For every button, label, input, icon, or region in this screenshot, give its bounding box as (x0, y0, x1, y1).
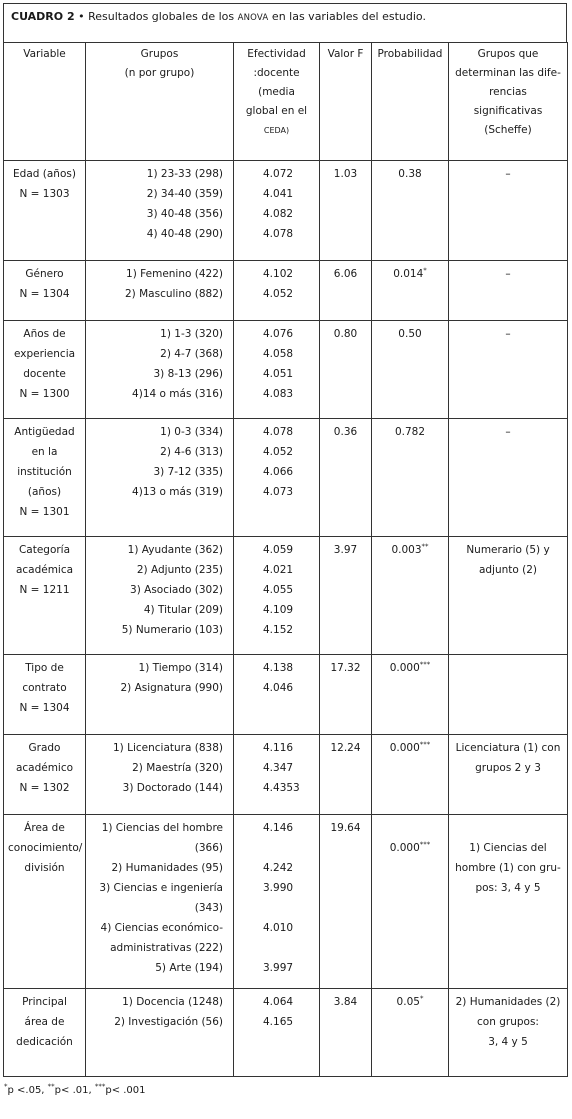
grupo-line: 2) 4-6 (313) (160, 446, 223, 458)
scheffe-line: – (505, 426, 511, 438)
grupo-line: 1) 1-3 (320) (160, 328, 223, 340)
variable-cell (4, 815, 86, 989)
significance-marker: * (423, 266, 427, 275)
probabilidad-cell (372, 655, 449, 735)
variable-line: (años) (27, 486, 62, 498)
efectividad-value: 4.046 (263, 682, 294, 694)
scheffe-line (453, 818, 563, 838)
variable-line: Categoría (18, 544, 71, 556)
efectividad-value: 4.4353 (263, 782, 300, 794)
significance-marker: *** (419, 740, 431, 749)
variable-cell (4, 735, 86, 815)
efectividad-value: 4.052 (263, 446, 294, 458)
efectividad-cell (234, 261, 320, 321)
variable-line: contrato (22, 682, 67, 694)
variable-line: académico (15, 762, 74, 774)
grupo-line: 4)14 o más (316) (132, 388, 223, 400)
grupo-line: 3) Asociado (302) (130, 584, 223, 596)
variable-line: N = 1302 (19, 782, 70, 794)
valor-f-cell (320, 735, 372, 815)
efectividad-value: 4.102 (263, 268, 294, 280)
valor-f-cell (320, 419, 372, 537)
variable-cell (4, 537, 86, 655)
grupo-line: 2) Asignatura (990) (120, 682, 223, 694)
header-scheffe-line: (Scheffe) (484, 124, 532, 136)
variable-line: Años de (23, 328, 66, 340)
probabilidad-value: 0.05 (396, 996, 420, 1008)
grupo-line: 1) Femenino (422) (126, 268, 223, 280)
scheffe-cell (449, 419, 568, 537)
scheffe-line: pos: 3, 4 y 5 (475, 882, 541, 894)
table-caption (3, 3, 567, 42)
efectividad-value (238, 938, 315, 958)
variable-line: N = 1301 (19, 506, 70, 518)
probabilidad-value: 0.003 (391, 544, 422, 556)
efectividad-cell (234, 537, 320, 655)
caption-label: CUADRO 2 (11, 10, 75, 23)
grupo-line: 5) Numerario (103) (121, 624, 223, 636)
variable-line: dedicación (16, 1036, 73, 1048)
efectividad-value: 4.146 (263, 822, 294, 834)
variable-line: N = 1304 (19, 288, 70, 300)
variable-line: Edad (años) (13, 168, 76, 180)
footnote-text: p< .001 (105, 1085, 146, 1096)
valor-f-cell (320, 655, 372, 735)
efectividad-value: 4.066 (263, 466, 294, 478)
grupo-line: 1) Licenciatura (838) (113, 742, 223, 754)
grupo-line: 1) Ciencias del hombre (101, 822, 223, 834)
valor-f-value: 17.32 (330, 662, 361, 674)
probabilidad-value: 0.000 (389, 662, 420, 674)
efectividad-value: 4.116 (263, 742, 294, 754)
efectividad-value: 4.073 (263, 486, 294, 498)
grupo-line: 2) Investigación (56) (114, 1016, 223, 1028)
grupo-line: administrativas (222) (110, 942, 223, 954)
efectividad-value: 4.078 (263, 426, 294, 438)
scheffe-line: Numerario (5) y (466, 544, 550, 556)
scheffe-cell (449, 321, 568, 419)
variable-line: académica (15, 564, 74, 576)
grupo-line: 2) Maestría (320) (132, 762, 223, 774)
significance-marker: ** (421, 542, 429, 551)
grupo-line: 2) Masculino (882) (125, 288, 223, 300)
footnote-sig: * (4, 1082, 8, 1091)
efectividad-value: 4.072 (263, 168, 294, 180)
grupos-cell (86, 161, 234, 261)
variable-cell (4, 655, 86, 735)
variable-line: división (24, 862, 65, 874)
probabilidad-cell (372, 419, 449, 537)
grupo-line: 1) 23-33 (298) (146, 168, 223, 180)
header-efectividad-line: :docente (media (253, 67, 300, 98)
efectividad-cell (234, 321, 320, 419)
variable-line: conocimiento/ (8, 842, 83, 854)
document (3, 3, 567, 1077)
table-row (4, 655, 568, 735)
variable-cell (4, 989, 86, 1077)
scheffe-line: hombre (1) con gru- (455, 862, 561, 874)
scheffe-cell (449, 655, 568, 735)
efectividad-value: 4.078 (263, 228, 294, 240)
results-table (3, 42, 568, 1077)
header-grupos-line: (n por grupo) (124, 67, 195, 79)
efectividad-value: 4.242 (263, 862, 294, 874)
table-row (4, 419, 568, 537)
grupo-line: 2) 4-7 (368) (160, 348, 223, 360)
efectividad-cell (234, 161, 320, 261)
scheffe-line: 2) Humanidades (2) (455, 996, 561, 1008)
grupo-line: 3) 8-13 (296) (153, 368, 223, 380)
valor-f-value: 1.03 (333, 168, 358, 180)
probabilidad-cell (372, 161, 449, 261)
scheffe-line: con grupos: (477, 1016, 539, 1028)
grupos-cell (86, 989, 234, 1077)
table-row (4, 537, 568, 655)
variable-line: N = 1300 (19, 388, 70, 400)
valor-f-cell (320, 537, 372, 655)
table-row (4, 989, 568, 1077)
significance-marker: *** (419, 840, 431, 849)
variable-line: Principal (22, 996, 67, 1008)
variable-line: en la institución (17, 446, 72, 478)
efectividad-value (238, 898, 315, 918)
header-grupos-line: Grupos (140, 48, 179, 60)
efectividad-value: 4.076 (263, 328, 294, 340)
probabilidad-value: 0.50 (398, 328, 422, 340)
efectividad-cell (234, 419, 320, 537)
probabilidad-value: 0.014 (393, 268, 424, 280)
scheffe-cell (449, 989, 568, 1077)
grupos-cell (86, 261, 234, 321)
grupo-line: 3) 40-48 (356) (146, 208, 223, 220)
probabilidad-cell (372, 261, 449, 321)
probabilidad-value: 0.000 (389, 842, 420, 854)
efectividad-value: 4.083 (263, 388, 294, 400)
table-body (4, 161, 568, 1077)
scheffe-line: – (505, 328, 511, 340)
scheffe-cell (449, 815, 568, 989)
header-row (4, 43, 568, 161)
grupo-line: 3) 7-12 (335) (153, 466, 223, 478)
footnote-sig: ** (47, 1082, 55, 1091)
header-scheffe (449, 43, 568, 161)
header-efectividad-line: Efectividad (247, 48, 306, 60)
caption-text-before: Resultados globales de los (88, 10, 235, 23)
probabilidad-cell (372, 735, 449, 815)
grupo-line: 1) 0-3 (334) (160, 426, 223, 438)
variable-line: N = 1304 (19, 702, 70, 714)
efectividad-value: 3.997 (263, 962, 294, 974)
valor-f-cell (320, 989, 372, 1077)
scheffe-line: Licenciatura (1) con (455, 742, 561, 754)
valor-f-cell (320, 321, 372, 419)
variable-line: experiencia (13, 348, 76, 360)
grupo-line: 3) Doctorado (144) (122, 782, 223, 794)
valor-f-value: 0.36 (333, 426, 358, 438)
probabilidad-value: 0.000 (389, 742, 420, 754)
probabilidad-value: 0.38 (398, 168, 422, 180)
header-variable: Variable (4, 43, 86, 161)
efectividad-value: 4.064 (263, 996, 294, 1008)
efectividad-value: 4.010 (263, 922, 294, 934)
efectividad-value: 4.109 (263, 604, 294, 616)
efectividad-value: 4.052 (263, 288, 294, 300)
grupo-line: 5) Arte (194) (155, 962, 223, 974)
header-efectividad-line: global en el (245, 105, 308, 117)
variable-line: Grado (28, 742, 61, 754)
efectividad-value: 4.059 (263, 544, 294, 556)
grupo-line: (366) (194, 842, 223, 854)
valor-f-cell (320, 815, 372, 989)
scheffe-cell (449, 537, 568, 655)
efectividad-value: 4.021 (263, 564, 294, 576)
valor-f-value: 6.06 (333, 268, 358, 280)
efectividad-value: 4.082 (263, 208, 294, 220)
variable-line: área de (24, 1016, 65, 1028)
variable-line: Género (25, 268, 64, 280)
footnote-text: p< .01, (54, 1085, 95, 1096)
efectividad-value (238, 838, 315, 858)
variable-line: N = 1211 (19, 584, 70, 596)
valor-f-cell (320, 261, 372, 321)
valor-f-value: 3.84 (333, 996, 358, 1008)
header-scheffe-line: significativas (473, 105, 543, 117)
probabilidad-cell (372, 537, 449, 655)
efectividad-value: 4.055 (263, 584, 294, 596)
scheffe-line: grupos 2 y 3 (475, 762, 541, 774)
variable-cell (4, 321, 86, 419)
efectividad-value: 4.041 (263, 188, 294, 200)
header-valor-f: Valor F (320, 43, 372, 161)
scheffe-cell (449, 161, 568, 261)
efectividad-value: 4.152 (263, 624, 294, 636)
efectividad-value: 4.058 (263, 348, 294, 360)
efectividad-cell (234, 989, 320, 1077)
probabilidad-value: 0.782 (394, 426, 426, 438)
valor-f-value: 3.97 (333, 544, 358, 556)
grupos-cell (86, 655, 234, 735)
scheffe-line: 1) Ciencias del (469, 842, 547, 854)
variable-line: Antigüedad (14, 426, 75, 438)
variable-cell (4, 261, 86, 321)
scheffe-line: – (505, 268, 511, 280)
footnote-text: p <.05, (7, 1085, 48, 1096)
probabilidad-cell (372, 989, 449, 1077)
valor-f-value: 0.80 (333, 328, 358, 340)
grupos-cell (86, 537, 234, 655)
significance-marker: * (419, 994, 424, 1003)
variable-line: Tipo de (25, 662, 64, 674)
grupo-line: 4) Ciencias económico- (100, 922, 223, 934)
scheffe-cell (449, 735, 568, 815)
probabilidad-cell (372, 321, 449, 419)
scheffe-line: – (505, 168, 511, 180)
grupos-cell (86, 321, 234, 419)
grupo-line: 2) 34-40 (359) (146, 188, 223, 200)
header-efectividad-line: CEDA) (263, 126, 290, 135)
grupo-line: 3) Ciencias e ingeniería (99, 882, 223, 894)
probabilidad-cell (372, 815, 449, 989)
grupo-line: 4) Titular (209) (143, 604, 223, 616)
variable-line: docente (23, 368, 66, 380)
grupo-line: 2) Humanidades (95) (111, 862, 223, 874)
table-row (4, 815, 568, 989)
efectividad-value: 4.347 (263, 762, 294, 774)
significance-marker: *** (419, 660, 431, 669)
efectividad-value: 4.138 (263, 662, 294, 674)
variable-line: Área de (24, 822, 65, 834)
header-scheffe-line: determinan las dife- (455, 67, 561, 79)
grupos-cell (86, 419, 234, 537)
table-row (4, 161, 568, 261)
efectividad-value: 4.165 (263, 1016, 294, 1028)
footnote-sig: *** (94, 1082, 106, 1091)
grupo-line: 1) Docencia (1248) (122, 996, 223, 1008)
valor-f-value: 12.24 (330, 742, 361, 754)
header-scheffe-line: rencias (489, 86, 527, 98)
caption-text-after: en las variables del estudio. (271, 10, 426, 23)
header-efectividad (234, 43, 320, 161)
grupo-line: 1) Tiempo (314) (138, 662, 223, 674)
grupos-cell (86, 735, 234, 815)
grupo-line: 2) Adjunto (235) (136, 564, 223, 576)
efectividad-cell (234, 815, 320, 989)
scheffe-cell (449, 261, 568, 321)
efectividad-cell (234, 735, 320, 815)
caption-anova: ANOVA (237, 13, 269, 23)
table-row (4, 261, 568, 321)
variable-line: N = 1303 (19, 188, 70, 200)
variable-cell (4, 161, 86, 261)
scheffe-line: 3, 4 y 5 (488, 1036, 528, 1048)
variable-cell (4, 419, 86, 537)
header-probabilidad: Probabilidad (372, 43, 449, 161)
efectividad-value: 3.990 (263, 882, 294, 894)
efectividad-value: 4.051 (263, 368, 294, 380)
grupo-line: 1) Ayudante (362) (127, 544, 223, 556)
grupo-line: (343) (194, 902, 223, 914)
grupo-line: 4)13 o más (319) (132, 486, 223, 498)
table-row (4, 321, 568, 419)
header-scheffe-line: Grupos que (477, 48, 539, 60)
efectividad-cell (234, 655, 320, 735)
scheffe-line: adjunto (2) (478, 564, 538, 576)
caption-bullet: • (78, 10, 85, 23)
valor-f-cell (320, 161, 372, 261)
valor-f-value: 19.64 (330, 822, 361, 834)
grupo-line: 4) 40-48 (290) (146, 228, 223, 240)
header-grupos (86, 43, 234, 161)
grupos-cell (86, 815, 234, 989)
table-row (4, 735, 568, 815)
footnote (4, 1082, 146, 1096)
